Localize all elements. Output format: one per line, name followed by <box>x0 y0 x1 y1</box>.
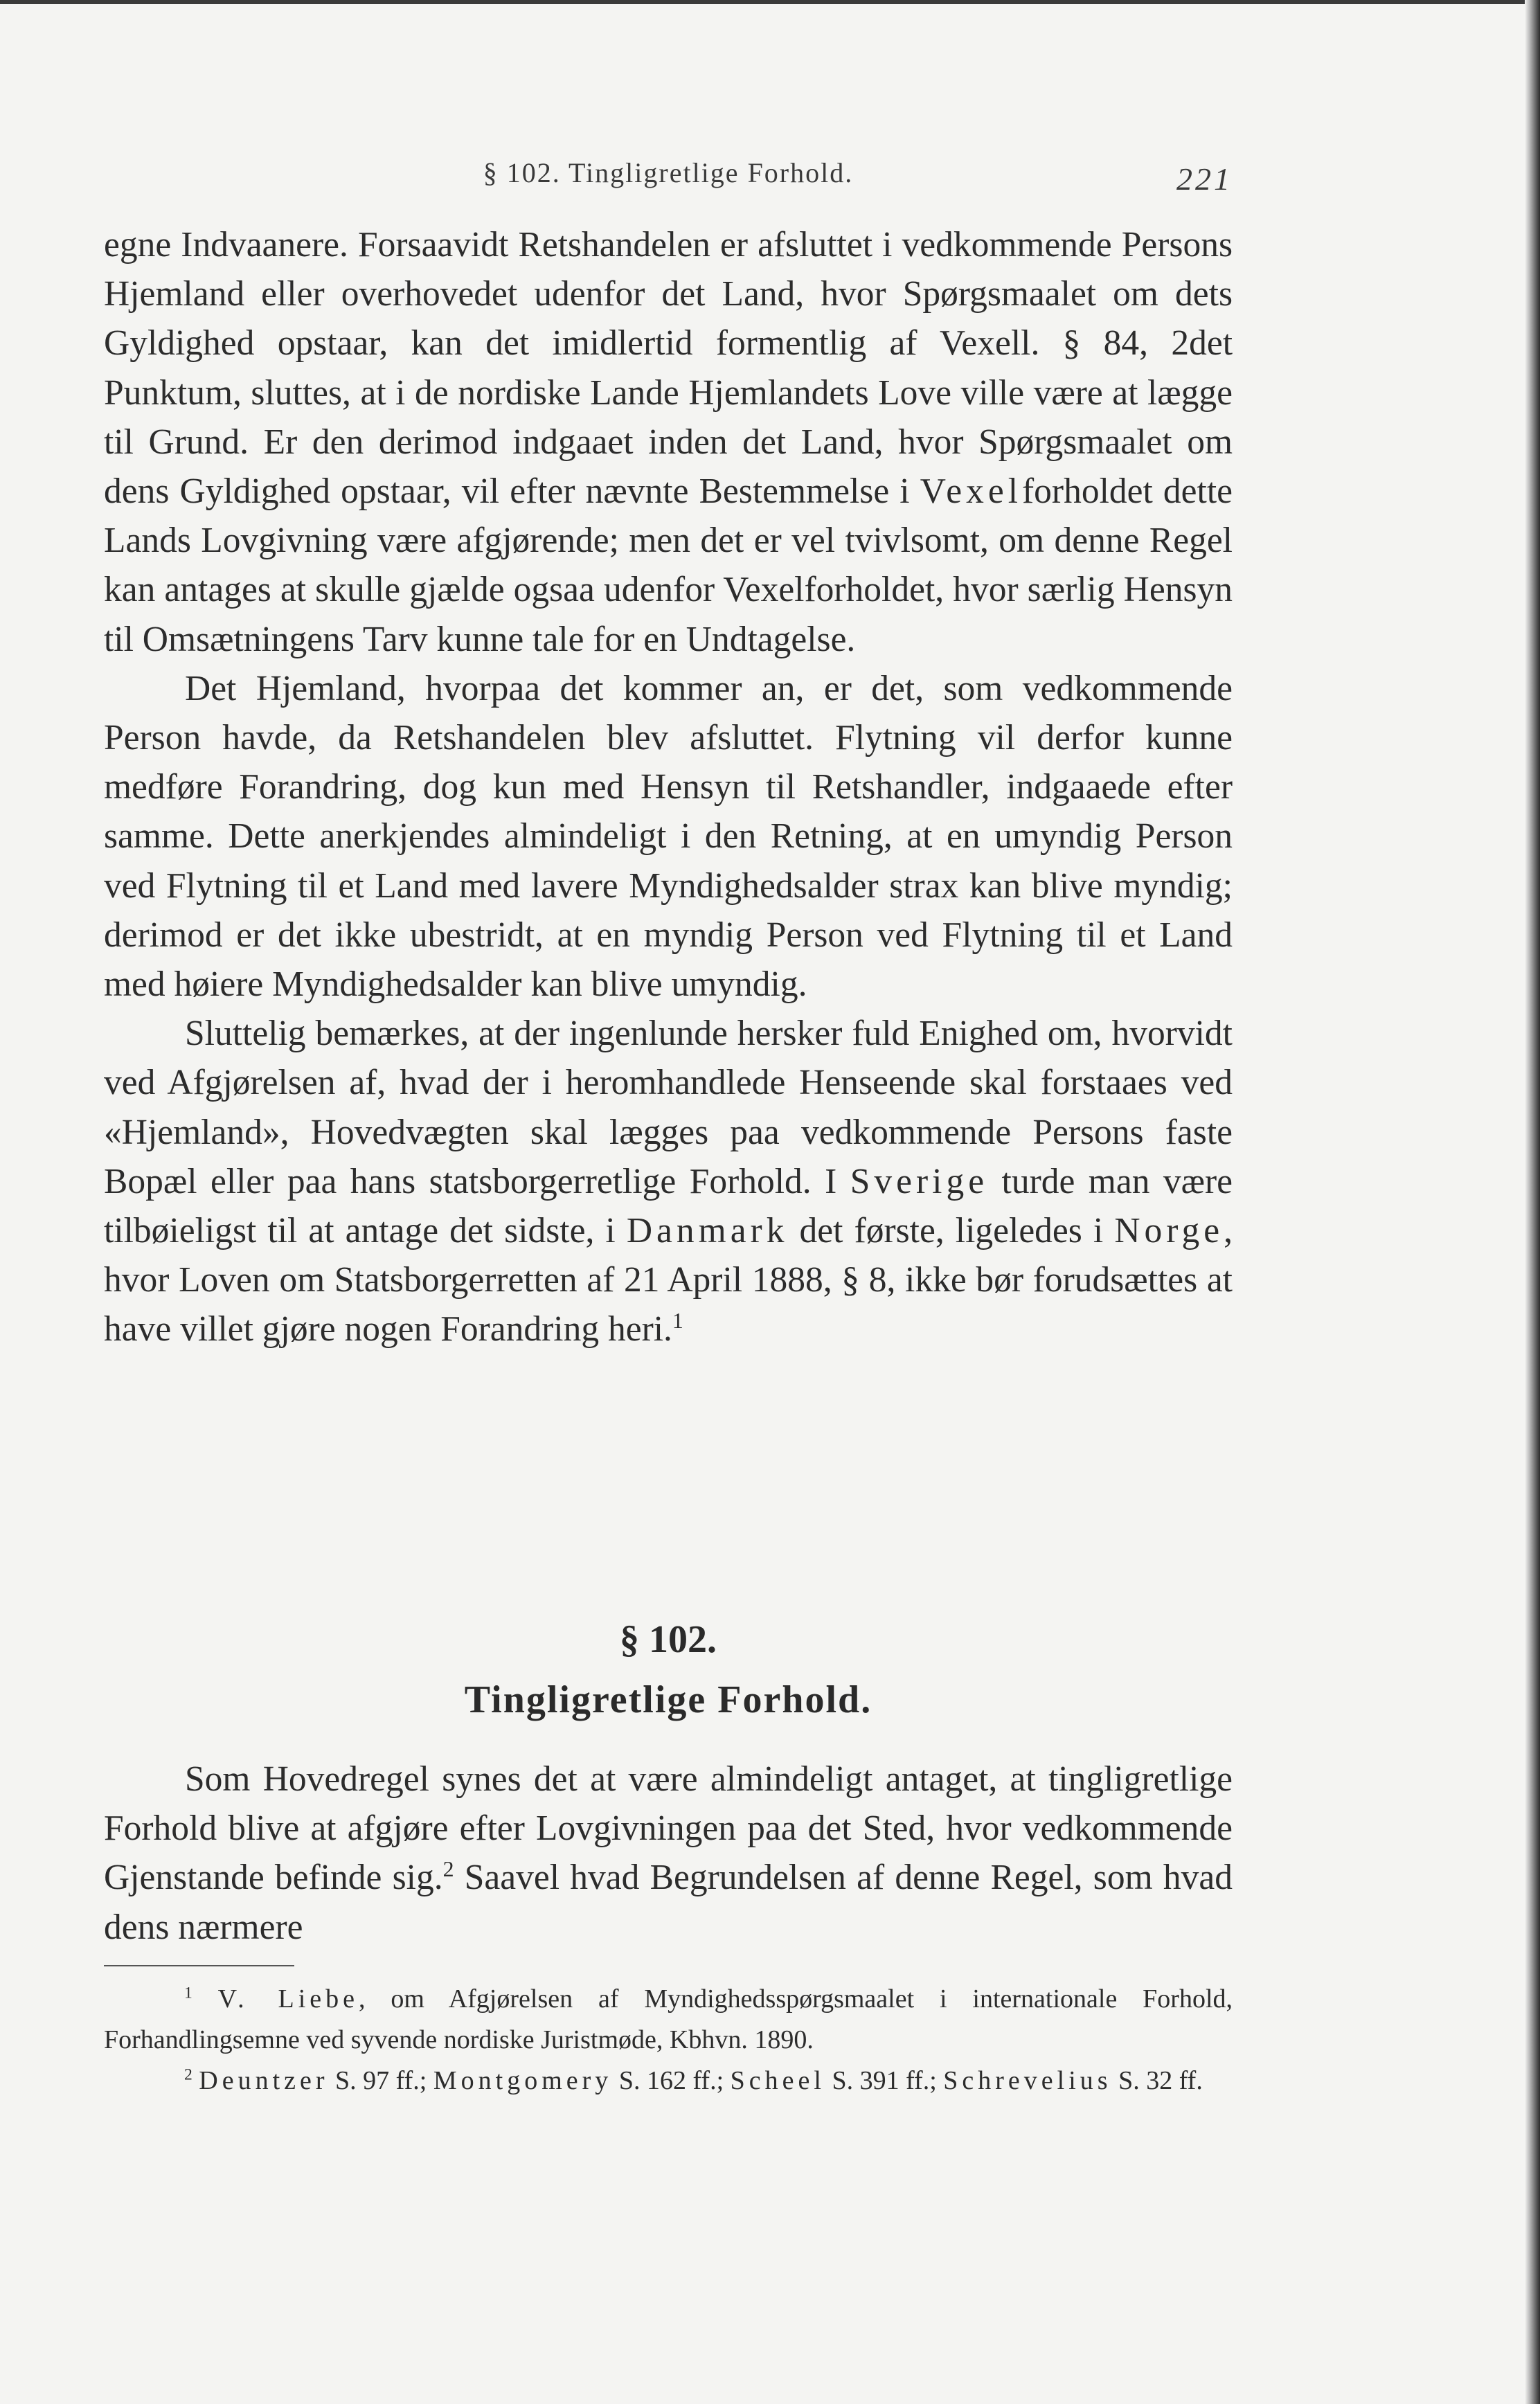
footnote-ref-2: 2 <box>442 1857 454 1882</box>
running-title: § 102. Tingligretlige Forhold. <box>483 157 854 188</box>
spaced-word-sverige: Sverige <box>850 1161 989 1201</box>
footnote-2-author-c: Scheel <box>730 2066 825 2095</box>
footnote-2-author-d: Schrevelius <box>943 2066 1112 2095</box>
footnote-2-text-c: S. 391 ff.; <box>825 2066 944 2095</box>
paragraph-3-text-g: , hvor Loven om Statsborgerretten af 21 April 1888, § 8, ikke bør forudsættes at have villet gjøre nogen Forandring heri. <box>104 1211 1233 1349</box>
footnote-1 <box>104 1979 1233 2061</box>
footnote-2-text-a: S. 97 ff.; <box>328 2066 433 2095</box>
page-number: 221 <box>1176 161 1233 197</box>
scan-top-edge <box>0 0 1540 4</box>
section-heading: Tingligretlige Forhold. <box>464 1678 872 1721</box>
spaced-word-norge: Norge <box>1114 1211 1224 1251</box>
footnote-2-text-d: S. 32 ff. <box>1111 2066 1203 2095</box>
paragraph-3-text-c: turde man være tilbøieligst til at antage det sidste, i <box>104 1161 1233 1251</box>
footnote-1-author: V. Liebe <box>217 1984 359 2013</box>
footnote-2 <box>104 2061 1233 2101</box>
footnote-2-author-b: Montgomery <box>433 2066 613 2095</box>
paragraph-4-text-a: Som Hovedregel synes det at være almindeligt antaget, at tingligretlige Forhold blive at afgjøre efter Lovgivningen paa det Sted, hvor vedkommende Gjenstande befinde sig. <box>104 1759 1233 1898</box>
paragraph-1-text-a: egne Indvaanere. Forsaavidt Retshandelen er afsluttet i vedkommende Persons Hjemland eller overhovedet udenfor det Land, hvor Spørgsmaalet om dets Gyldighed opstaar, kan det imidlertid formentlig af Vexell. § 84, 2det Punktum, sluttes, at i de nordiske Lande Hjemlandets Love ville være at lægge til Grund. Er den derimod indgaaet inden det Land, hvor Spørgsmaalet om dens Gyldighed opstaar, vil efter nævnte Bestemmelse i <box>104 225 1233 512</box>
running-head <box>104 151 1233 199</box>
scan-right-edge <box>1525 0 1540 2404</box>
body-text-section <box>104 1755 1233 1952</box>
paragraph-1 <box>104 220 1233 664</box>
paragraph-3 <box>104 1009 1233 1354</box>
paragraph-1-text-c: forholdet dette Lands Lovgivning være afgjørende; men det er vel tvivlsomt, om denne Regel kan antages at skulle gjælde ogsaa udenfor Vexelforholdet, hvor særlig Hensyn til Omsætningens Tarv kunne tale for en Undtagelse. <box>104 472 1233 659</box>
footnote-1-text: , om Afgjørelsen af Myndighedsspørgsmaalet i internationale Forhold, Forhandlingsemne ved syvende nordiske Juristmøde, Kbhvn. 1890. <box>104 1984 1233 2054</box>
paragraph-4-text-b: Saavel hvad Begrundelsen af denne Regel, som hvad dens nærmere <box>104 1858 1233 1947</box>
paragraph-2: Det Hjemland, hvorpaa det kommer an, er det, som vedkommende Person havde, da Retshandelen blev afsluttet. Flytning vil derfor kunne medføre Forandring, dog kun med Hensyn til Retshandler, indgaaede efter samme. Dette anerkjendes almindeligt i den Retning, at en umyndig Person ved Flytning til et Land med lavere Myndighedsalder strax kan blive myndig; derimod er det ikke ubestridt, at en myndig Person ved Flytning til et Land med høiere Myndighedsalder kan blive umyndig. <box>104 668 1233 1005</box>
spaced-word-vexel: Vexel <box>920 472 1023 512</box>
paragraph-3-text-a: Sluttelig bemærkes, at der ingenlunde hersker fuld Enighed om, hvorvidt ved Afgjørelsen af, hvad der i heromhandlede Henseende skal forstaaes ved «Hjemland», Hovedvægten skal lægges paa vedkommende Persons faste Bopæl eller paa hans statsborgerretlige Forhold. I <box>104 1014 1233 1201</box>
footnote-ref-1: 1 <box>672 1309 683 1334</box>
footnote-2-mark: 2 <box>184 2065 192 2084</box>
footnote-2-author-a: Deuntzer <box>199 2066 329 2095</box>
body-text-top <box>104 220 1233 1354</box>
footnotes <box>104 1979 1233 2101</box>
footnote-2-text-b: S. 162 ff.; <box>612 2066 731 2095</box>
spaced-word-danmark: Danmark <box>626 1211 789 1251</box>
footnote-1-mark: 1 <box>184 1984 192 2002</box>
paragraph-4 <box>104 1755 1233 1952</box>
paragraph-3-text-e: det første, ligeledes i <box>788 1211 1115 1251</box>
section-number: § 102. <box>620 1618 717 1661</box>
footnote-divider <box>104 1965 294 1966</box>
